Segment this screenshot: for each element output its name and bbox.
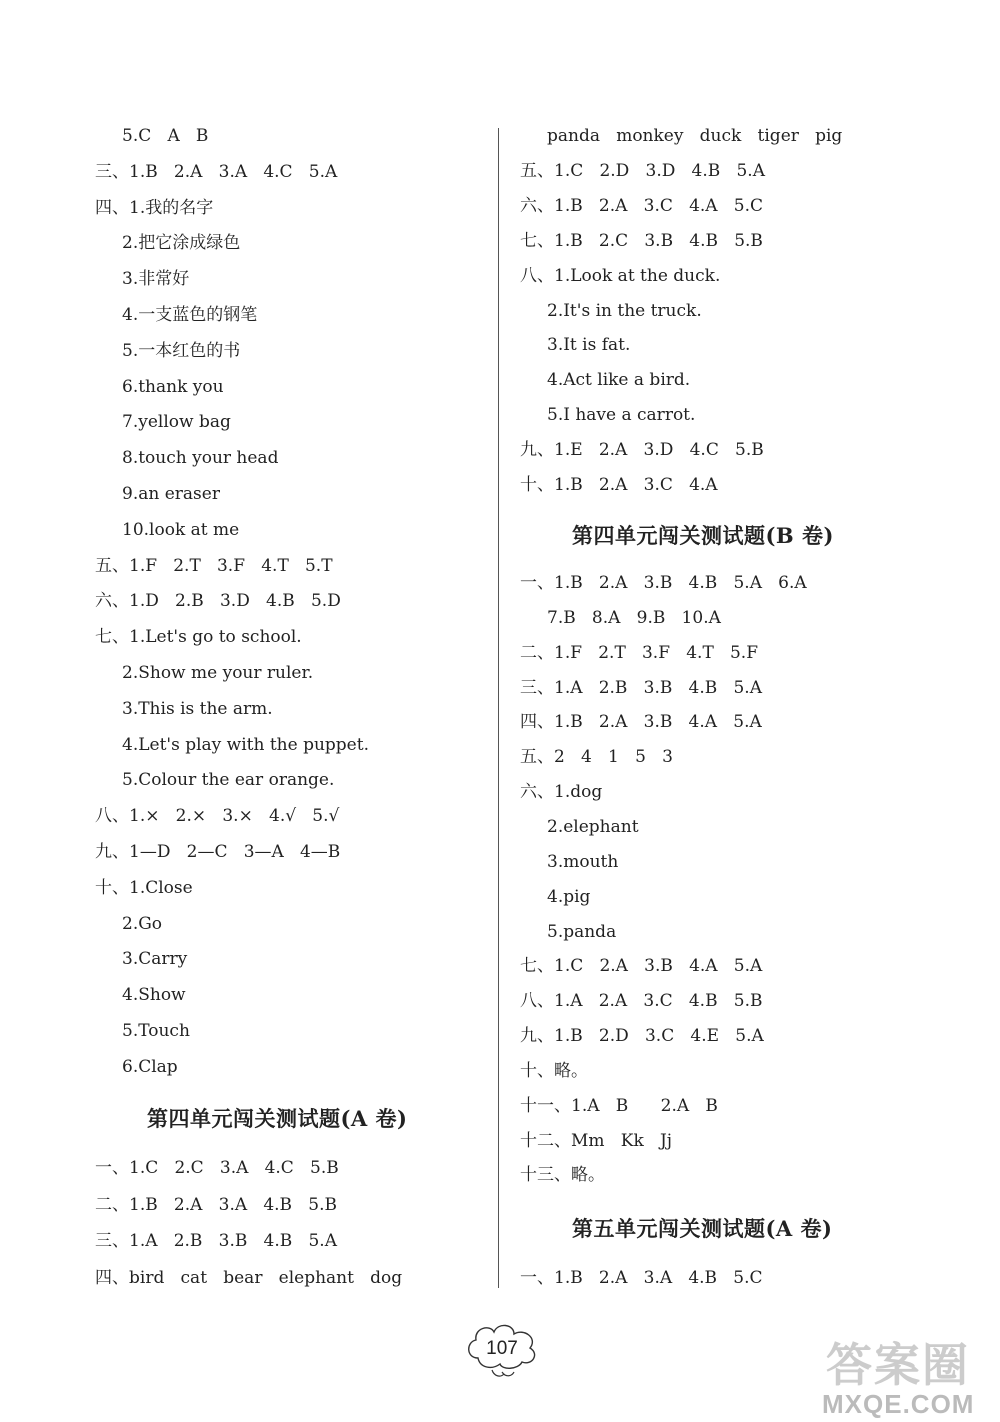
- section-heading-unit5-a: 第五单元闯关测试题(A 卷): [572, 1216, 833, 1241]
- answer-line: 4.Show: [122, 985, 186, 1006]
- answer-line: 一、1.B 2.A 3.A 4.B 5.C: [520, 1268, 763, 1288]
- watermark-cn: 答案圈: [826, 1338, 970, 1392]
- answer-line: 3.mouth: [547, 851, 619, 872]
- answer-line: 九、1.B 2.D 3.C 4.E 5.A: [520, 1026, 764, 1047]
- answer-line: 2.Go: [122, 913, 163, 934]
- section-heading-unit4-a: 第四单元闯关测试题(A 卷): [147, 1106, 408, 1131]
- answer-line: 2.It's in the truck.: [547, 300, 702, 321]
- answer-line: 8.touch your head: [122, 448, 279, 469]
- answer-line: 4.Let's play with the puppet.: [122, 734, 369, 755]
- page-number-badge: [462, 1318, 542, 1380]
- answer-line: 3.It is fat.: [547, 335, 631, 356]
- watermark: [812, 1325, 992, 1420]
- answer-line: 一、1.B 2.A 3.B 4.B 5.A 6.A: [520, 573, 807, 593]
- answer-line: 四、1.我的名字: [95, 197, 214, 218]
- answer-line: 一、1.C 2.C 3.A 4.C 5.B: [95, 1158, 339, 1178]
- answer-line: 九、1—D 2—C 3—A 4—B: [95, 842, 341, 862]
- answer-line: 五、1.C 2.D 3.D 4.B 5.A: [520, 160, 765, 181]
- column-divider: [498, 128, 499, 1288]
- answer-line: 2.把它涂成绿色: [122, 233, 241, 254]
- answer-line: 6.thank you: [122, 376, 224, 397]
- answer-line: 五、1.F 2.T 3.F 4.T 5.T: [95, 555, 333, 576]
- answer-line: 4.pig: [547, 886, 591, 907]
- answer-line: 3.非常好: [122, 269, 190, 290]
- answer-line: 二、1.F 2.T 3.F 4.T 5.F: [520, 642, 759, 663]
- answer-line: 5.panda: [547, 921, 617, 942]
- section-heading-unit4-b: 第四单元闯关测试题(B 卷): [572, 523, 834, 548]
- answer-line: 七、1.Let's go to school.: [95, 627, 302, 648]
- answer-line: 十三、略。: [520, 1165, 605, 1186]
- answer-line: 九、1.E 2.A 3.D 4.C 5.B: [520, 440, 764, 461]
- answer-line: 六、1.dog: [520, 782, 603, 803]
- answer-line: 四、bird cat bear elephant dog: [95, 1267, 403, 1288]
- answer-line: 5.一本红色的书: [122, 340, 241, 361]
- answer-line: 六、1.D 2.B 3.D 4.B 5.D: [95, 591, 341, 612]
- watermark-url: MXQE.COM: [822, 1389, 975, 1419]
- answer-line: 2.Show me your ruler.: [122, 663, 314, 683]
- answer-line: 四、1.B 2.A 3.B 4.A 5.A: [520, 712, 762, 733]
- answer-line: 5.Colour the ear orange.: [122, 770, 335, 791]
- answer-line: 9.an eraser: [122, 484, 220, 504]
- answer-line: 十一、1.A B 2.A B: [520, 1095, 718, 1116]
- answer-line: 3.Carry: [122, 949, 188, 970]
- answer-line: 二、1.B 2.A 3.A 4.B 5.B: [95, 1194, 337, 1215]
- answer-line: 三、1.A 2.B 3.B 4.B 5.A: [95, 1231, 337, 1251]
- answer-line: 七、1.B 2.C 3.B 4.B 5.B: [520, 230, 763, 251]
- answer-line: 八、1.A 2.A 3.C 4.B 5.B: [520, 991, 763, 1012]
- answer-line: 4.Act like a bird.: [547, 370, 691, 391]
- answer-line: 7.B 8.A 9.B 10.A: [547, 607, 721, 628]
- answer-line: 4.一支蓝色的钢笔: [122, 305, 258, 325]
- answer-line: 10.look at me: [122, 519, 240, 540]
- answer-line: 六、1.B 2.A 3.C 4.A 5.C: [520, 195, 764, 216]
- answer-line: 八、1.× 2.× 3.× 4.√ 5.√: [95, 806, 340, 827]
- answer-line: 5.I have a carrot.: [547, 405, 696, 426]
- answer-line: 三、1.A 2.B 3.B 4.B 5.A: [520, 677, 762, 698]
- answer-line: 十、略。: [520, 1060, 588, 1081]
- answer-line: 3.This is the arm.: [122, 698, 273, 719]
- answer-line: 6.Clap: [122, 1056, 178, 1077]
- answer-line: 八、1.Look at the duck.: [520, 265, 721, 286]
- answer-line: 5.C A B: [122, 126, 209, 146]
- answer-line: 5.Touch: [122, 1021, 190, 1041]
- answer-line: 五、2 4 1 5 3: [520, 747, 673, 768]
- page-number: 107: [486, 1338, 518, 1359]
- answer-line: panda monkey duck tiger pig: [547, 126, 843, 146]
- answer-line: 十、1.Close: [95, 877, 193, 898]
- answer-line: 七、1.C 2.A 3.B 4.A 5.A: [520, 956, 763, 977]
- answer-line: 三、1.B 2.A 3.A 4.C 5.A: [95, 161, 338, 182]
- answer-line: 十、1.B 2.A 3.C 4.A: [520, 475, 718, 495]
- answer-line: 7.yellow bag: [122, 412, 231, 433]
- answer-line: 2.elephant: [547, 816, 639, 837]
- answer-line: 十二、Mm Kk Jj: [520, 1130, 673, 1151]
